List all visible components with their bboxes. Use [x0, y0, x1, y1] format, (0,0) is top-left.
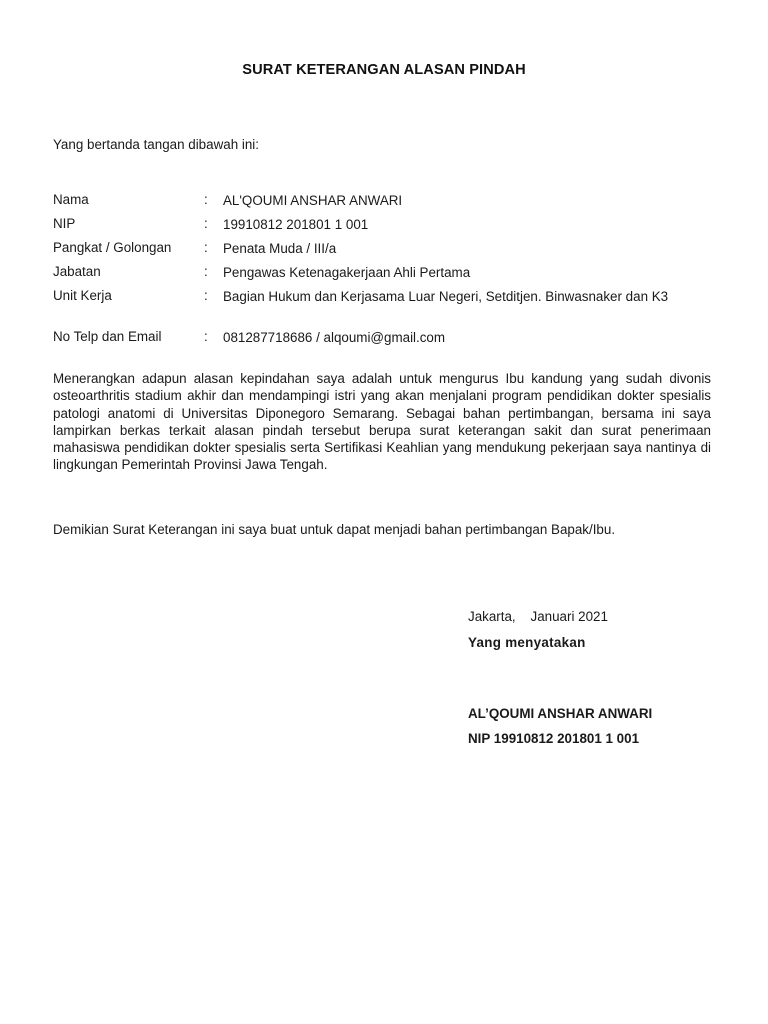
field-label: NIP: [53, 216, 76, 231]
signatory-nip: NIP 19910812 201801 1 001: [468, 731, 640, 746]
field-colon: :: [204, 264, 208, 279]
field-label: No Telp dan Email: [53, 329, 162, 344]
field-value: 19910812 201801 1 001: [223, 217, 369, 232]
signatory-name: AL’QOUMI ANSHAR ANWARI: [468, 706, 653, 721]
field-colon: :: [204, 329, 208, 344]
body-paragraph: Menerangkan adapun alasan kepindahan saya adalah untuk mengurus Ibu kandung yang sudah divonis osteoarthritis stadium akhir dan mendampingi istri yang akan menjalani program pendidikan dokter spesialis patologi anatomi di Universitas Diponegoro Semarang. Sebagai bahan pertimbangan, bersama ini saya lampirkan berkas terkait alasan pindah tersebut berupa surat keterangan sakit dan surat penerimaan mahasiswa pendidikan dokter spesialis serta Sertifikasi Keahlian yang mendukung pekerjaan saya nantinya di lingkungan Pemerintah Provinsi Jawa Tengah.: [53, 371, 711, 473]
intro-text: Yang bertanda tangan dibawah ini:: [53, 137, 259, 152]
field-value: 081287718686 / alqoumi@gmail.com: [223, 330, 446, 345]
field-colon: :: [204, 216, 208, 231]
field-label: Jabatan: [53, 264, 101, 279]
document-title: SURAT KETERANGAN ALASAN PINDAH: [242, 62, 526, 78]
field-colon: :: [204, 288, 208, 303]
field-colon: :: [204, 240, 208, 255]
field-label: Nama: [53, 192, 89, 207]
field-value: AL'QOUMI ANSHAR ANWARI: [223, 193, 403, 208]
field-label: Unit Kerja: [53, 288, 112, 303]
field-label: Pangkat / Golongan: [53, 240, 172, 255]
field-value: Bagian Hukum dan Kerjasama Luar Negeri, Setditjen. Binwasnaker dan K3: [223, 289, 669, 304]
closing-statement: Demikian Surat Keterangan ini saya buat untuk dapat menjadi bahan pertimbangan Bapak/Ibu.: [53, 522, 616, 537]
place-date: Jakarta, Januari 2021: [468, 609, 608, 624]
field-colon: :: [204, 192, 208, 207]
signatory-role: Yang menyatakan: [468, 635, 586, 650]
field-value: Penata Muda / III/a: [223, 241, 337, 256]
field-value: Pengawas Ketenagakerjaan Ahli Pertama: [223, 265, 471, 280]
